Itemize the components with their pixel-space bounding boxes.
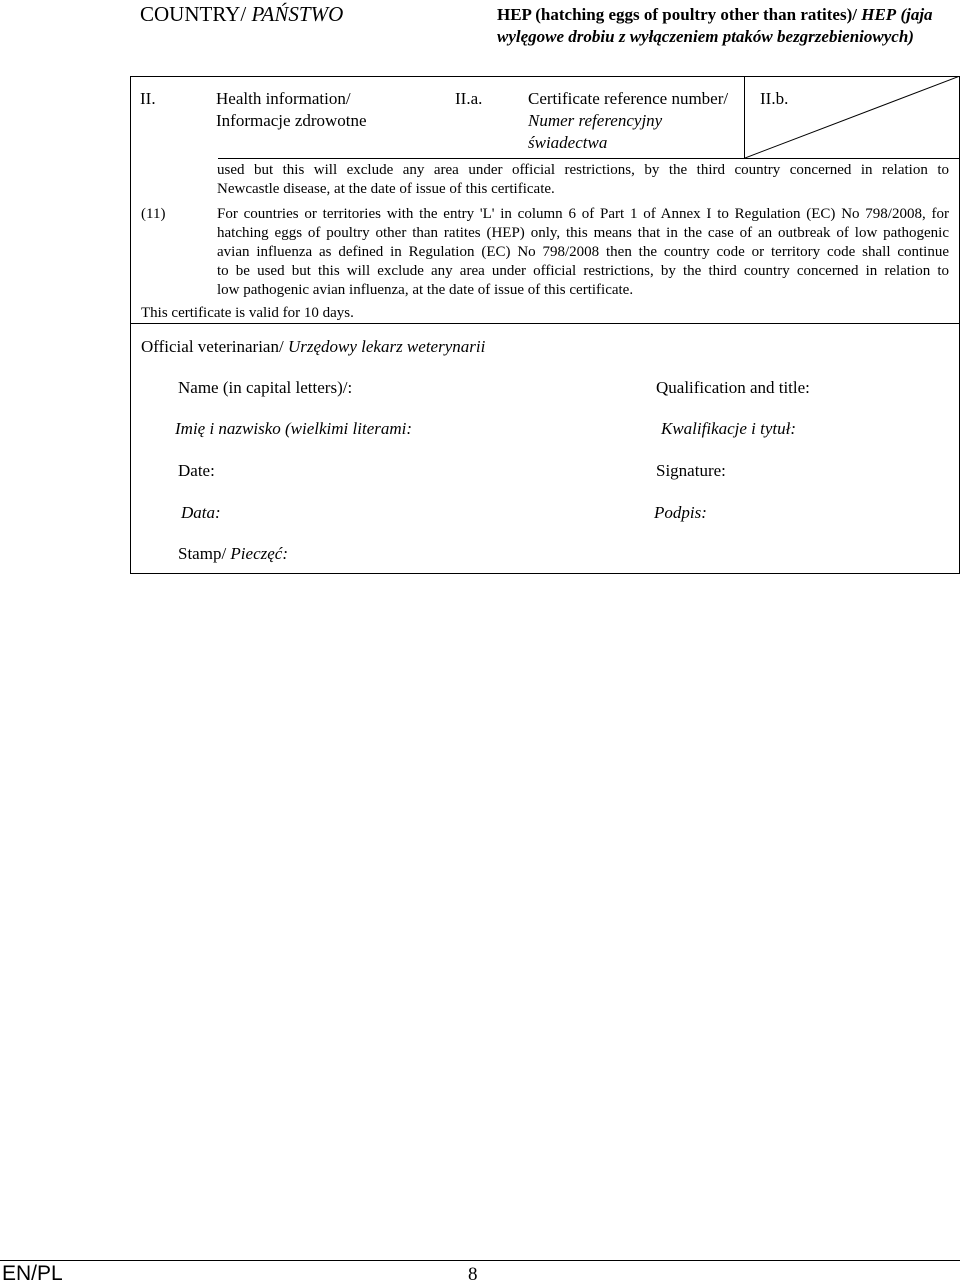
date-label-pl: Data: xyxy=(181,503,221,522)
product-title xyxy=(497,4,947,48)
note-line-5: low pathogenic avian influenza, at the date of issue of this certificate. xyxy=(217,282,634,298)
subsection-a-number: II.a. xyxy=(455,89,483,108)
product-title-pl-b: (jaja wylęgowe drobiu z wyłączeniem ptaków bezgrzebieniowych) xyxy=(497,5,933,46)
note-line-3: avian influenza as defined in Regulation (EC) No 798/2008 then the country code or territory code shall continue xyxy=(217,244,949,260)
country-label-pl: PAŃSTWO xyxy=(251,2,344,26)
section-title-pl: Informacje zdrowotne xyxy=(216,111,367,130)
certificate-reference xyxy=(528,88,728,154)
note-number: (11) xyxy=(141,206,166,222)
official-en: Official veterinarian/ xyxy=(141,337,284,356)
section-title xyxy=(216,88,367,132)
stamp-label xyxy=(178,543,288,565)
signature-label-en: Signature: xyxy=(656,461,726,480)
divider xyxy=(218,158,960,159)
cert-ref-pl-2: świadectwa xyxy=(528,133,608,152)
cert-ref-en: Certificate reference number/ xyxy=(528,89,729,108)
note-line-4: to be used but this will exclude any area under official restrictions, by the third country concerned in relation to xyxy=(217,263,949,279)
cert-ref-pl-1: Numer referencyjny xyxy=(528,111,663,130)
qualification-label-en: Qualification and title: xyxy=(656,378,810,397)
section-number: II. xyxy=(140,89,156,108)
official-pl: Urzędowy lekarz weterynarii xyxy=(287,337,486,356)
continued-note-line-1: used but this will exclude any area under official restrictions, by the third country concerned in relation to xyxy=(217,162,949,178)
language-code: EN/PL xyxy=(2,1262,63,1285)
date-label-en: Date: xyxy=(178,461,215,480)
continued-note-line-2: Newcastle disease, at the date of issue of this certificate. xyxy=(217,181,555,197)
note-line-2: hatching eggs of poultry other than ratites (HEP) only, this means that in the case of an outbreak of low pathogenic xyxy=(217,225,949,241)
country-label-en: COUNTRY/ xyxy=(140,2,247,26)
signature-box xyxy=(130,324,960,574)
section-title-en: Health information/ xyxy=(216,89,351,108)
official-veterinarian-label xyxy=(141,336,485,358)
qualification-label-pl: Kwalifikacje i tytuł: xyxy=(661,419,797,438)
name-label-en: Name (in capital letters)/: xyxy=(178,378,353,397)
footer-divider xyxy=(0,1260,960,1261)
page-number: 8 xyxy=(468,1264,478,1285)
country-label xyxy=(140,2,343,27)
product-title-en: HEP (hatching eggs of poultry other than ratites)/ xyxy=(497,5,857,24)
signature-label-pl: Podpis: xyxy=(654,503,707,522)
note-11 xyxy=(217,205,949,300)
name-label-pl: Imię i nazwisko (wielkimi literami: xyxy=(175,419,413,438)
subsection-b-number: II.b. xyxy=(760,89,789,108)
stamp-label-pl: Pieczęć: xyxy=(230,544,288,563)
validity-statement: This certificate is valid for 10 days. xyxy=(141,305,354,321)
stamp-label-en: Stamp/ xyxy=(178,544,227,563)
note-line-1: For countries or territories with the entry 'L' in column 6 of Part 1 of Annex I to Regulation (EC) No 798/2008, for xyxy=(217,206,949,222)
product-title-pl-a: HEP xyxy=(861,5,897,24)
